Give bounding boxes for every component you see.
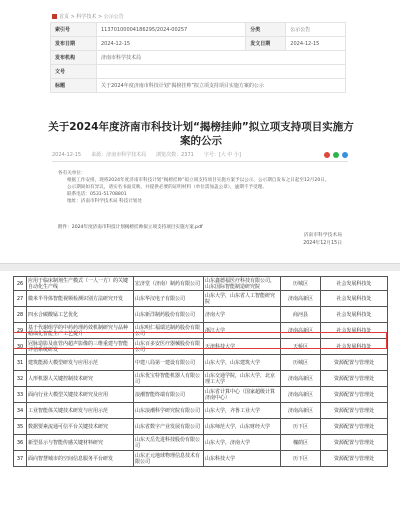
table-cell-partner: 山东交通学院，山东大学，北京理工大学 [204,371,281,387]
table-row [14,435,388,451]
table-row [14,419,388,435]
table-cell-company: 山东优宝特智能机器人有限公司 [134,371,204,387]
table-cell-partner: 浙江大学 [204,323,281,339]
attachment-link[interactable]: 附件：2024年度济南市科技计划揭榜挂帅拟立项支持项目实施方案.pdf [58,225,203,230]
font-size-switch[interactable]: 字号：[大 中 小] [203,152,241,158]
table-cell-no: 27 [14,291,27,307]
table-cell-no: 29 [14,323,27,339]
table-row [14,387,388,403]
table-cell-field: 资源配置与管理处 [321,435,388,451]
table-cell-field: 社会发展科技处 [321,291,388,307]
table-cell-company: 山东新洋制药股份有限公司 [134,307,204,323]
meta-label: 标题 [51,79,97,93]
salutation: 各有关单位： [58,171,86,176]
table-row [14,403,388,419]
article-body [58,170,344,205]
table-cell-partner: 山东大学，山东省人工智能研究院 [204,291,281,307]
table-cell-company: 山东省数字产业发展有限公司 [134,419,204,435]
table-cell-district: 天桥区 [281,339,321,355]
table-cell-name: 新型显示与智能传感关键材料研究 [27,435,134,451]
meta-label: 发布机构 [51,51,97,65]
table-cell-company: 宏济堂（济南）制药有限公司 [134,277,204,291]
table-row [14,355,388,371]
table-cell-no: 28 [14,307,27,323]
table-cell-name: 建筑能源大模型研发与应用示范 [27,355,134,371]
sign-date: 2024年12月15日 [303,241,342,246]
table-cell-name: 工业智能体关键技术研发与应用示范 [27,403,134,419]
table-cell-district: 历下区 [281,451,321,467]
weibo-share-icon[interactable] [324,152,330,158]
table-cell-company: 山东百多安医疗器械股份有限公司 [134,339,204,355]
contact: 联系电话：0531-51708801 [67,192,127,197]
table-cell-field: 资源配置与管理处 [321,355,388,371]
table-cell-district: 历下区 [281,419,321,435]
table-row [14,307,388,323]
table-cell-company: 山东明仁福瑞达制药股份有限公司 [134,323,204,339]
paragraph: 公示期间如有异议，请实名书面反映，并提供必要的证明材料（单位需加盖公章），逾期不予受理。 [67,185,267,190]
table-cell-partner: 山东大学，济南大学 [204,435,281,451]
table-cell-no: 30 [14,339,27,355]
table-cell-field: 社会发展科技处 [321,277,388,291]
table-row [14,323,388,339]
table-cell-company: 山东正元地球物理信息技术有限公司 [134,451,204,467]
table-cell-no: 35 [14,419,27,435]
table-cell-name: 面向行业大模型关键技术研究及应用 [27,387,134,403]
meta-label: 文号 [51,65,97,79]
table-cell-partner: 山东鑫德福医疗科技有限公司，山东国际智能制造研究院 [204,277,281,291]
table-cell-field: 社会发展科技处 [321,307,388,323]
table-cell-field: 资源配置与管理处 [321,451,388,467]
table-cell-name: 基于代谢组学的中药药理药效机制研究与品种精细化智能生产工艺提升 [27,323,134,339]
table-cell-name: 四水合碳酸锰工艺优化 [27,307,134,323]
table-cell-district: 济南高新区 [281,371,321,387]
table-cell-no: 34 [14,403,27,419]
table-cell-partner: 山东科技大学 [204,451,281,467]
table-cell-no: 37 [14,451,27,467]
meta-table [50,22,346,93]
table-row [14,277,388,291]
table-row [14,339,388,355]
qq-share-icon[interactable] [342,152,348,158]
paragraph: 根据工作安排，现将2024年度济南市科技计划“揭榜挂帅”拟立项支持项目实施方案予以公示，公示期自发布之日起至12月20日。 [67,178,330,183]
table-cell-district: 济南高新区 [281,323,321,339]
table-cell-company: 山东浪潮科学研究院有限公司 [134,403,204,419]
meta-value: 11370100004186295/2024-00257 [97,23,246,37]
table-cell-company: 浪潮智能终端有限公司 [134,387,204,403]
table-cell-district: 槐荫区 [281,435,321,451]
table-cell-name: 人形机器人关键控制技术研究 [27,371,134,387]
table-cell-partner: 天津科技大学 [204,339,281,355]
table-cell-no: 32 [14,371,27,387]
table-cell-field: 资源配置与管理处 [321,371,388,387]
source: 来源：济南市科学技术局 [91,152,147,158]
table-cell-name: 数据要素流通可信平台关键技术研究 [27,419,134,435]
table-cell-partner: 山东省计算中心（国家超级计算济南中心） [204,387,281,403]
table-cell-name: 冠脉造影及血管内超声影像的三维重建与智能评估系统研发 [27,339,134,355]
table-cell-field: 社会发展科技处 [321,323,388,339]
meta-value: 2024-12-15 [286,37,346,51]
divider [52,161,348,162]
table-cell-company: 山东天岳先进科技股份有限公司 [134,435,204,451]
table-cell-no: 36 [14,435,27,451]
table-cell-no: 26 [14,277,27,291]
table-cell-field: 社会发展科技处 [321,339,388,355]
table-row [14,371,388,387]
table-cell-partner: 济南大学 [204,307,281,323]
table-cell-name: 应用于临床制剂生产模式（一人一方）的关键自动化生产线 [27,277,134,291]
meta-value: 公示公告 [286,23,346,37]
article-toolbar [52,151,348,158]
meta-label: 索引号 [51,23,97,37]
table-cell-district: 历城区 [281,277,321,291]
table-cell-no: 33 [14,387,27,403]
table-cell-district: 商河县 [281,307,321,323]
page-title: 关于2024年度济南市科技计划“揭榜挂帅”拟立项支持项目实施方案的公示 [48,121,354,147]
meta-label: 分类 [246,23,286,37]
meta-label: 发文日期 [246,37,286,51]
home-icon [52,14,57,19]
table-cell-no: 31 [14,355,27,371]
table-cell-company: 中建八局第一建设有限公司 [134,355,204,371]
meta-value: 济南市科学技术局 [97,51,346,65]
share-buttons [324,152,348,158]
table-cell-partner: 山东大学，齐鲁工业大学 [204,403,281,419]
project-table [13,276,388,467]
table-cell-field: 资源配置与管理处 [321,403,388,419]
meta-label: 发布日期 [51,37,97,51]
meta-value: 关于2024年度济南市科技计划“揭榜挂帅”拟立项支持项目实施方案的公示 [97,79,346,93]
breadcrumb[interactable]: 首页 > 科学技术 > 公示公告 [52,13,124,20]
publish-date: 2024-12-15 [52,151,82,158]
meta-value: 2024-12-15 [97,37,246,51]
sign-org: 济南市科学技术局 [303,233,342,238]
table-cell-name: 面向智慧城市的空间信息服务平台研发 [27,451,134,467]
wechat-share-icon[interactable] [333,152,339,158]
table-cell-district: 历城区 [281,355,321,371]
table-cell-name: 微米半导体智能视频检测识别方法研究开发 [27,291,134,307]
table-row [14,291,388,307]
table-row [14,451,388,467]
table-cell-partner: 山东师范大学，山东财经大学 [204,419,281,435]
view-count: 浏览次数：2371 [156,152,194,158]
table-cell-district: 济南高新区 [281,387,321,403]
table-cell-field: 资源配置与管理处 [321,387,388,403]
table-cell-district: 济南高新区 [281,403,321,419]
table-cell-district: 济南高新区 [281,291,321,307]
table-cell-field: 资源配置与管理处 [321,419,388,435]
address: 地址：济南市科学技术局 科技计划处 [67,199,142,204]
signature [303,232,342,248]
table-cell-partner: 山东大学，山东建筑大学 [204,355,281,371]
table-cell-company: 山东华汉电子有限公司 [134,291,204,307]
meta-value [97,65,346,79]
